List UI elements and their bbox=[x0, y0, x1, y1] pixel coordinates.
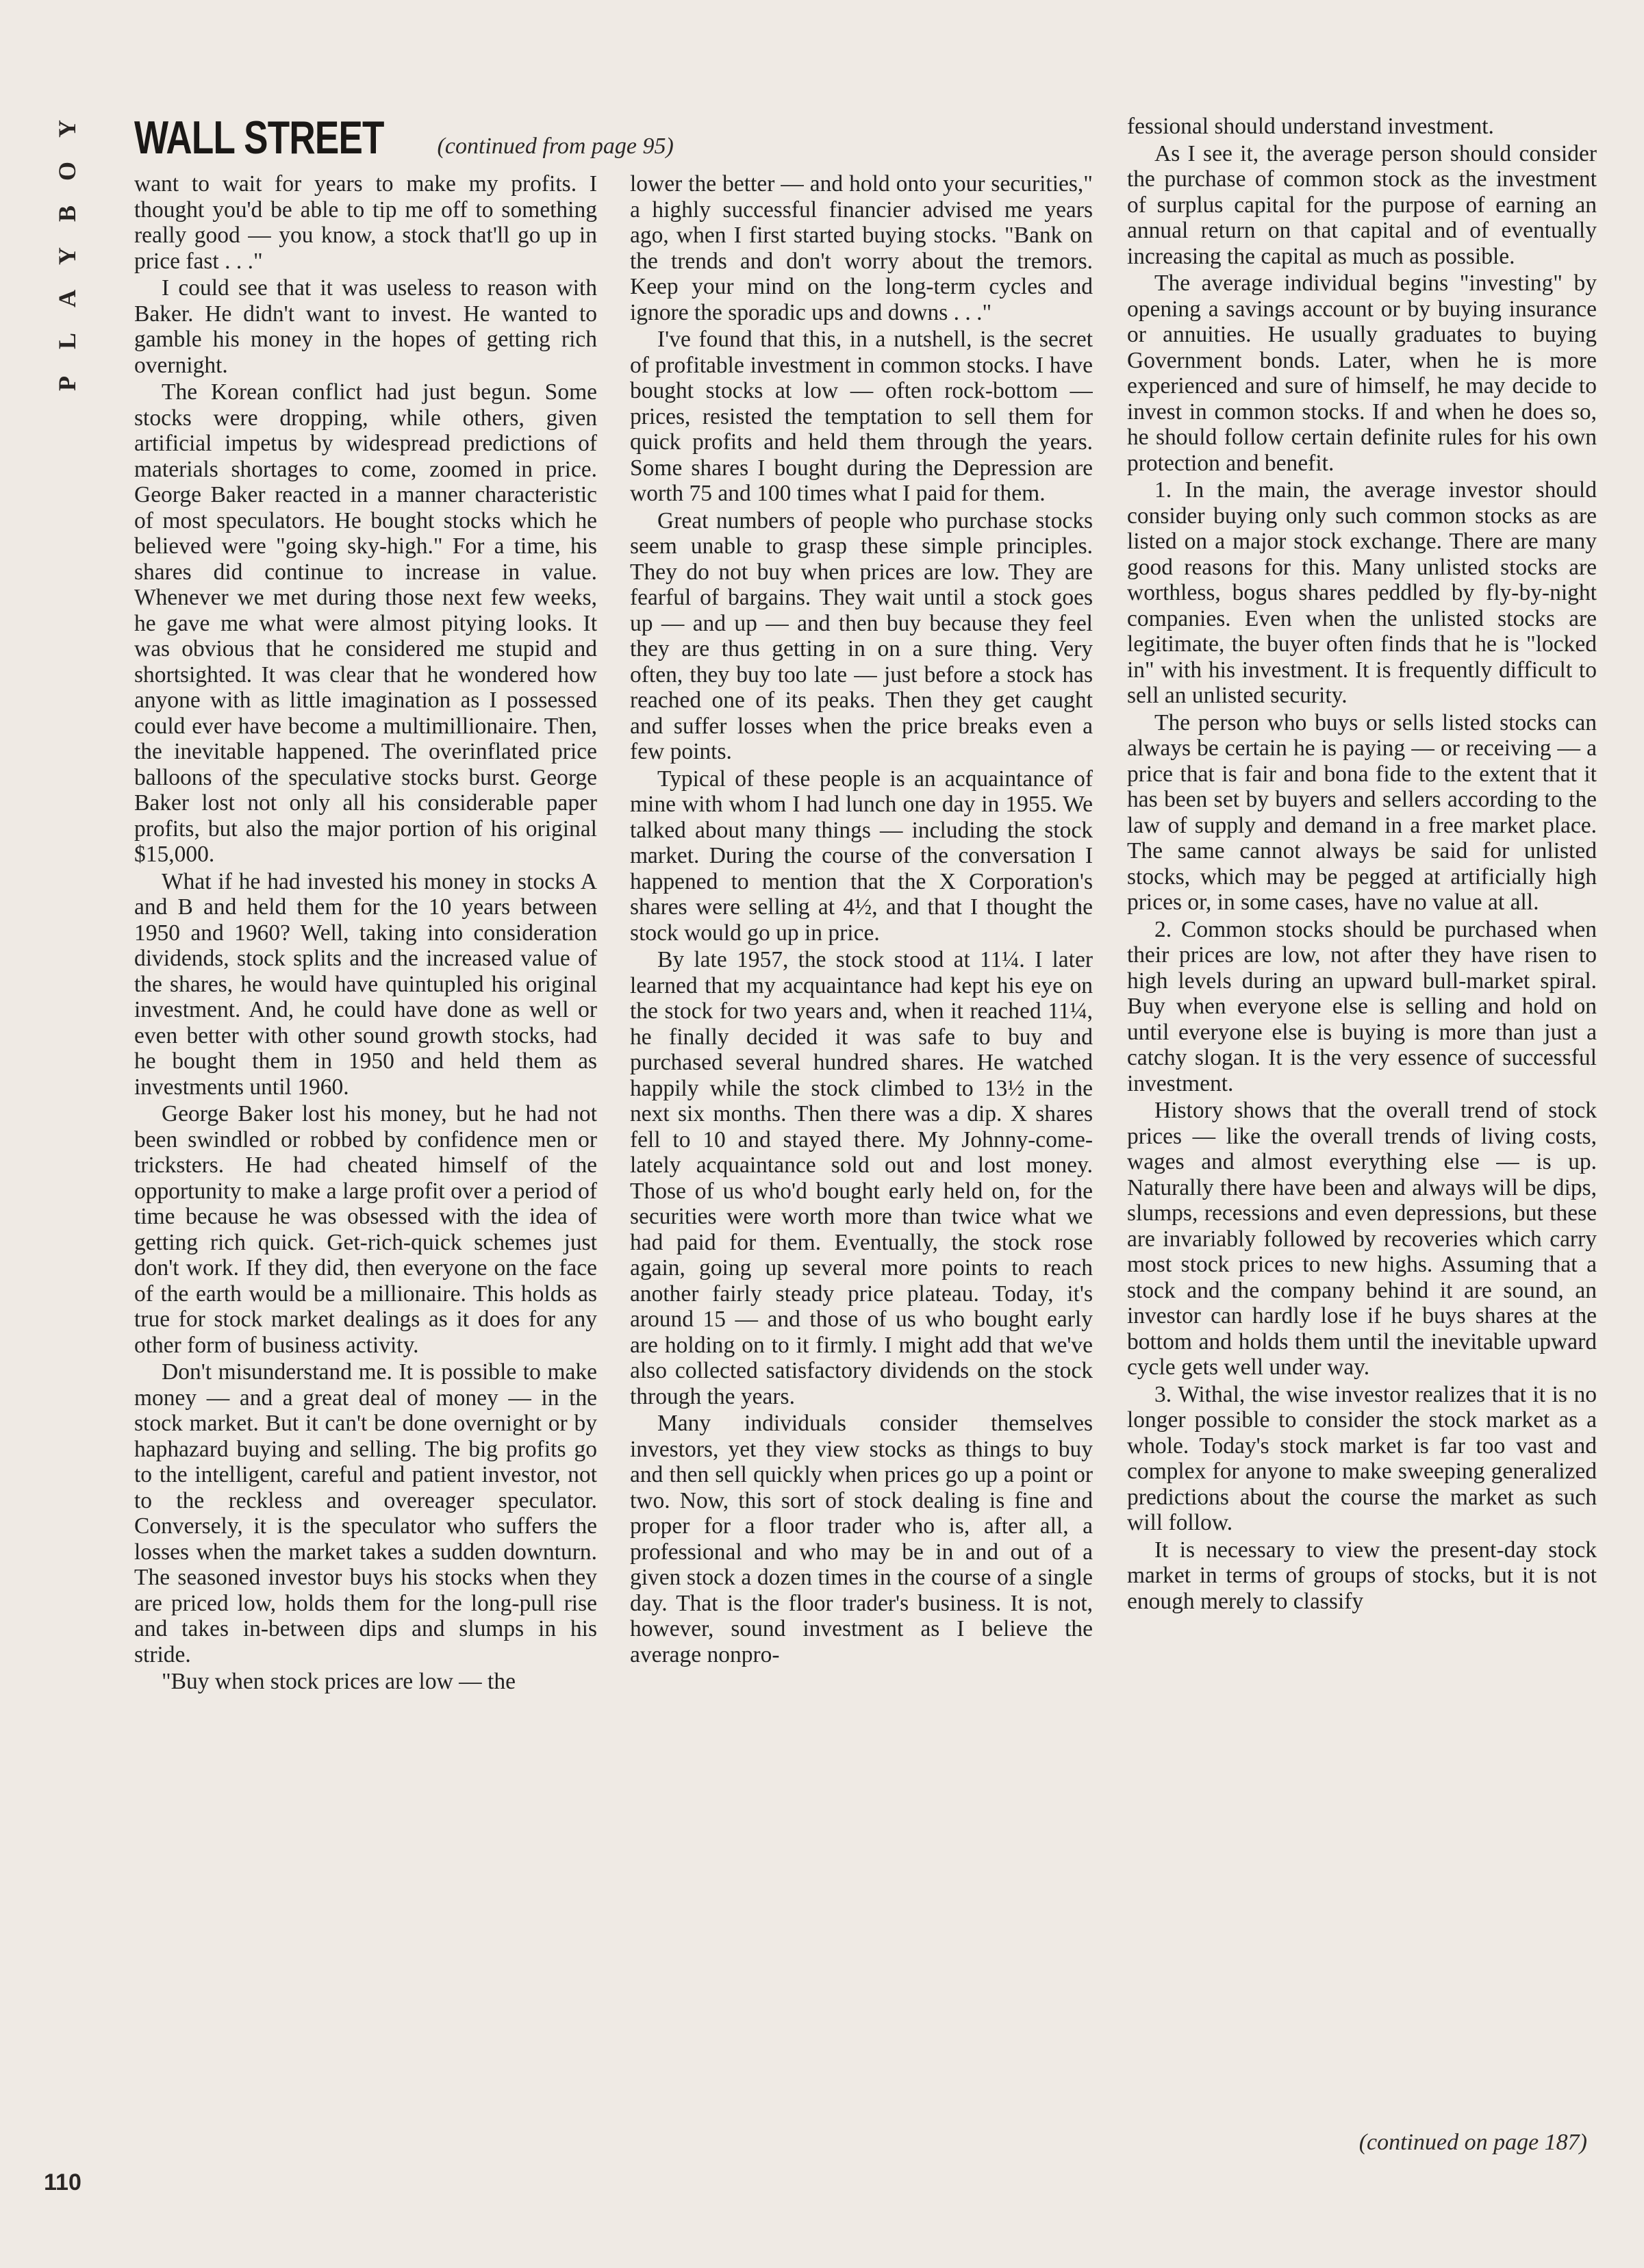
page-number: 110 bbox=[44, 2169, 81, 2195]
paragraph: Don't misunderstand me. It is possible to make money — and a great deal of money — in the stock market. But it can't be done overnight or by haphazard buying and selling. The big profits go to the intelligent, careful and patient investor, not to the reckless and overeager speculator. Conversely, it is the speculator who suffers the losses when the market takes a sudden downturn. The seasoned investor buys his stocks when they are priced low, holds them for the long-pull rise and takes in-between dips and slumps in his stride. bbox=[134, 1359, 597, 1667]
paragraph: It is necessary to view the present-day stock market in terms of groups of stocks, but it is not enough merely to classify bbox=[1127, 1537, 1597, 1614]
paragraph: Many individuals consider themselves investors, yet they view stocks as things to buy and then sell quickly when prices go up a point or two. Now, this sort of stock dealing is fine and proper for a floor trader who is, after all, a professional and who may be in and out of a given stock a dozen times in the course of a single day. That is the floor trader's business. It is not, however, sound investment as I believe the average nonpro- bbox=[630, 1411, 1093, 1667]
text-column-1 bbox=[134, 171, 597, 2198]
magazine-letter: B bbox=[53, 205, 81, 223]
text-column-2 bbox=[630, 171, 1093, 2198]
magazine-letter: Y bbox=[53, 247, 81, 265]
paragraph: The average individual begins "investing" by opening a savings account or by buying insurance or annuities. He usually graduates to buying Government bonds. Later, when he is more experienced and sure of himself, he may decide to invest in common stocks. If and when he does so, he should follow certain definite rules for his own protection and benefit. bbox=[1127, 270, 1597, 476]
magazine-letter: O bbox=[53, 161, 81, 181]
paragraph: George Baker lost his money, but he had not been swindled or robbed by confidence men or tricksters. He had cheated himself of the opportunity to make a large profit over a period of time because he was obsessed with the idea of getting rich quick. Get-rich-quick schemes just don't work. If they did, then everyone on the face of the earth would be a millionaire. This holds as true for stock market dealings as it does for any other form of business activity. bbox=[134, 1101, 597, 1358]
magazine-letter: L bbox=[53, 332, 81, 350]
continued-from-note: (continued from page 95) bbox=[437, 134, 674, 159]
magazine-name-vertical bbox=[52, 110, 82, 403]
paragraph: I could see that it was useless to reason with Baker. He didn't want to invest. He wanted to gamble his money in the hopes of getting rich overnight. bbox=[134, 275, 597, 378]
paragraph: 1. In the main, the average investor should consider buying only such common stocks as are listed on a major stock exchange. There are many good reasons for this. Many unlisted stocks are worthless, bogus shares peddled by fly-by-night companies. Even when the unlisted stocks are legitimate, the buyer often finds that he is "locked in" with his investment. It is frequently difficult to sell an unlisted security. bbox=[1127, 477, 1597, 708]
paragraph: Great numbers of people who purchase stocks seem unable to grasp these simple principles. They do not buy when prices are low. They are fearful of bargains. They wait until a stock goes up — and up — and then buy because they feel they are thus getting in on a sure thing. Very often, they buy too late — just before a stock has reached one of its peaks. Then they get caught and suffer losses when the price breaks even a few points. bbox=[630, 507, 1093, 764]
continued-on-note: (continued on page 187) bbox=[1358, 2130, 1587, 2155]
paragraph: What if he had invested his money in stocks A and B and held them for the 10 years between 1950 and 1960? Well, taking into consideration dividends, stock splits and the increased value of the shares, he would have quintupled his original investment. And, he could have done as well or even better with other sound growth stocks, had he bought them in 1950 and held them as investments until 1960. bbox=[134, 868, 597, 1100]
paragraph: I've found that this, in a nutshell, is the secret of profitable investment in common stocks. I have bought stocks at low — often rock-bottom — prices, resisted the temptation to sell them for quick profits and held them through the years. Some shares I bought during the Depression are worth 75 and 100 times what I paid for them. bbox=[630, 327, 1093, 506]
paragraph: lower the better — and hold onto your securities," a highly successful financier advised me years ago, when I first started buying stocks. "Bank on the trends and don't worry about the tremors. Keep your mind on the long-term cycles and ignore the sporadic ups and downs . . ." bbox=[630, 171, 1093, 325]
paragraph: fessional should understand investment. bbox=[1127, 114, 1494, 139]
paragraph: 2. Common stocks should be purchased when their prices are low, not after they have risen to high levels during an upward bull-market spiral. Buy when everyone else is selling and hold on until everyone else is buying is more than just a catchy slogan. It is the very essence of successful investment. bbox=[1127, 916, 1597, 1096]
magazine-letter: P bbox=[53, 376, 81, 391]
magazine-letter: Y bbox=[53, 120, 81, 138]
article-header bbox=[134, 111, 674, 164]
paragraph: 3. Withal, the wise investor realizes that it is no longer possible to consider the stock market as a whole. Today's stock market is far too vast and complex for anyone to make sweeping generalized predictions about the course the market as such will follow. bbox=[1127, 1381, 1597, 1535]
paragraph: Typical of these people is an acquaintance of mine with whom I had lunch one day in 1955. We talked about many things — including the stock market. During the course of the conversation I happened to mention that the X Corporation's shares were selling at 4½, and that I thought the stock would go up in price. bbox=[630, 766, 1093, 946]
section-title: WALL STREET bbox=[134, 112, 384, 164]
paragraph: History shows that the overall trend of stock prices — like the overall trends of living costs, wages and almost everything else — is up. Naturally there have been and always will be dips, slumps, recessions and even depressions, but these are invariably followed by recoveries which carry most stock prices to new highs. Assuming that a stock and the company behind it are sound, an investor can hardly lose if he buys shares at the bottom and holds them until the inevitable upward cycle gets well under way. bbox=[1127, 1098, 1597, 1380]
paragraph: As I see it, the average person should consider the purchase of common stock as the investment of surplus capital for the purpose of earning an annual return on that capital and of eventually increasing the capital as much as possible. bbox=[1127, 140, 1597, 269]
paragraph: By late 1957, the stock stood at 11¼. I later learned that my acquaintance had kept his eye on the stock for two years and, when it reached 11¼, he finally decided it was safe to buy and purchased several hundred shares. He watched happily while the stock climbed to 13½ in the next six months. Then there was a dip. X shares fell to 10 and stayed there. My Johnny-come-lately acquaintance sold out and lost money. Those of us who'd bought early held on, for the securities were worth more than twice what we had paid for them. Eventually, the stock rose again, going up several more points to reach another fairly steady price plateau. Today, it's around 15 — and those of us who bought early are holding on to it firmly. I might add that we've also collected satisfactory dividends on the stock through the years. bbox=[630, 947, 1093, 1409]
paragraph: "Buy when stock prices are low — the bbox=[162, 1669, 516, 1694]
magazine-letter: A bbox=[53, 290, 81, 307]
paragraph: The person who buys or sells listed stocks can always be certain he is paying — or receiving — a price that is fair and bona fide to the extent that it has been set by buyers and sellers according to the law of supply and demand in a free market place. The same cannot always be said for unlisted stocks, which may be pegged at artificially high prices or, in some cases, have no value at all. bbox=[1127, 709, 1597, 915]
paragraph: The Korean conflict had just begun. Some stocks were dropping, while others, given artificial impetus by widespread predictions of materials shortages to come, zoomed in price. George Baker reacted in a manner characteristic of most speculators. He bought stocks which he believed were "going sky-high." For a time, his shares did continue to increase in value. Whenever we met during those next few weeks, he gave me what were almost pitying looks. It was obvious that he considered me stupid and shortsighted. It was clear that he wondered how anyone with as little imagination as I possessed could ever have become a multimillionaire. Then, the inevitable happened. The overinflated price balloons of the speculative stocks burst. George Baker lost not only all his considerable paper profits, but also the major portion of his original $15,000. bbox=[134, 379, 597, 867]
text-column-3 bbox=[1127, 114, 1597, 2198]
paragraph: want to wait for years to make my profits. I thought you'd be able to tip me off to something really good — you know, a stock that'll go up in price fast . . ." bbox=[134, 171, 597, 274]
